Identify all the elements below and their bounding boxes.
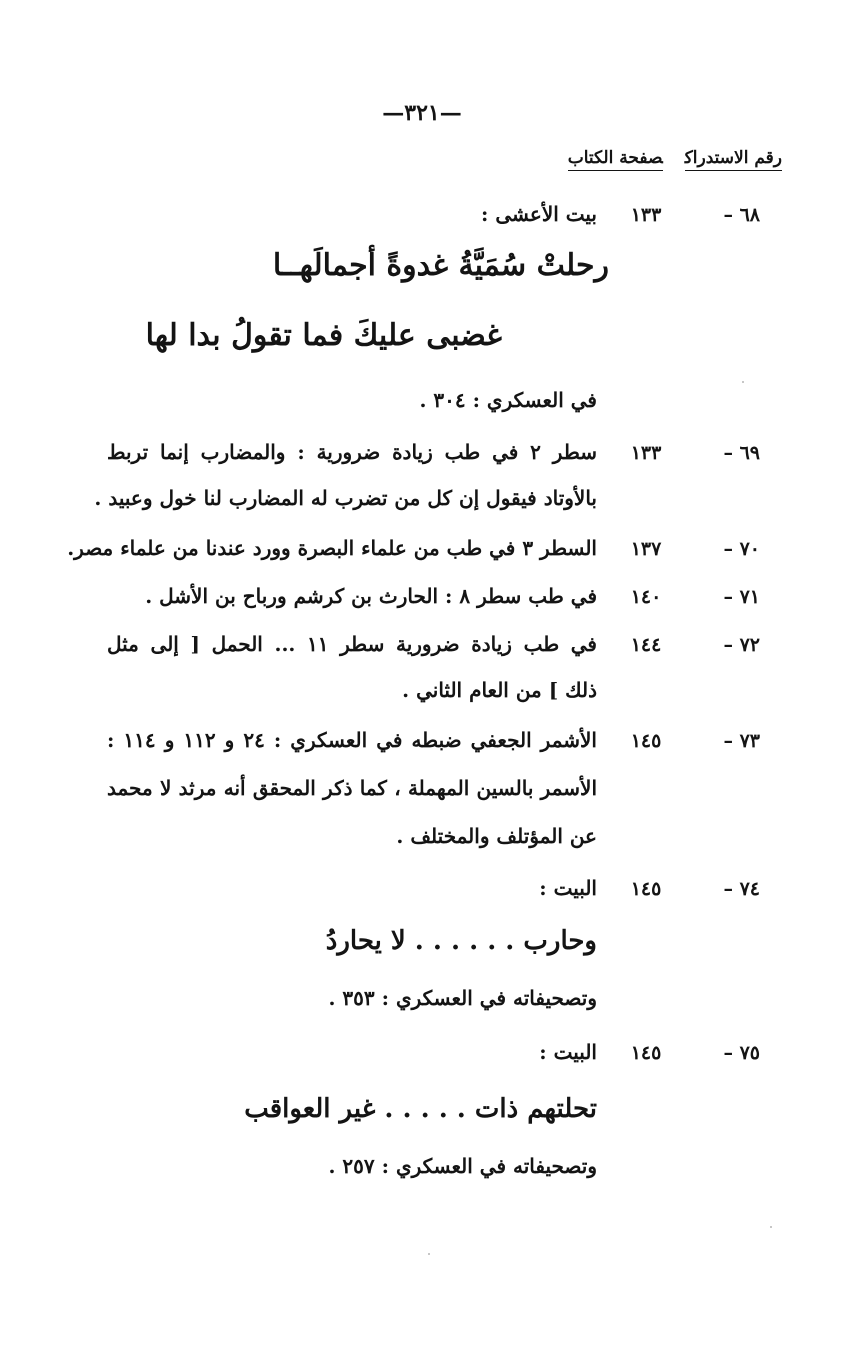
scan-speck xyxy=(770,1226,772,1228)
entry-number: ٧٤ – xyxy=(723,878,760,900)
entry-text-line: في طب زيادة ضرورية سطر ١١ ... الحمل [ إلى مثل xyxy=(107,632,597,656)
entry-text-line: بيت الأعشى : xyxy=(481,202,597,226)
entry-book-page: ١٤٥ xyxy=(630,878,662,900)
entry-text-line: سطر ٢ في طب زيادة ضرورية : والمضارب إنما تربط xyxy=(107,440,597,464)
entry-number: ٦٩ – xyxy=(723,442,760,464)
entry-text-line: في العسكري : ٣٠٤ . xyxy=(419,388,597,412)
entry-text-line: في طب سطر ٨ : الحارث بن كرشم ورباح بن الأشل . xyxy=(145,584,597,608)
entry-number: ٧٥ – xyxy=(723,1042,760,1064)
scan-speck xyxy=(742,381,744,383)
scan-speck xyxy=(428,1253,430,1255)
entry-number: ٦٨ – xyxy=(723,204,760,226)
entry-text-line: الأشمر الجعفي ضبطه في العسكري : ٢٤ و ١١٢ و ١١٤ : xyxy=(107,728,597,752)
verse-line: تحلتهم ذات . . . . . غير العواقب xyxy=(244,1094,597,1124)
entry-text-line: وتصحيفاته في العسكري : ٣٥٣ . xyxy=(328,986,597,1010)
page-number: —٣٢١— xyxy=(382,100,462,126)
entry-book-page: ١٣٣ xyxy=(630,204,662,226)
entry-book-page: ١٣٧ xyxy=(630,538,662,560)
entry-number: ٧٠ – xyxy=(723,538,760,560)
entry-text-line: ذلك ] من العام الثاني . xyxy=(402,678,597,702)
book-page-column-header: صفحة الكتاب xyxy=(568,148,663,171)
entry-text-line: البيت : xyxy=(539,1040,597,1064)
entry-number: ٧١ – xyxy=(723,586,760,608)
entry-book-page: ١٤٥ xyxy=(630,730,662,752)
entry-book-page: ١٤٠ xyxy=(630,586,662,608)
entry-number-column-header: رقم الاستدراك xyxy=(685,148,782,171)
entry-book-page: ١٣٣ xyxy=(630,442,662,464)
verse-line: وحارب . . . . . . لا يحاردُ xyxy=(325,926,597,956)
entry-text-line: الأسمر بالسين المهملة ، كما ذكر المحقق أنه مرثد لا محمد xyxy=(107,776,597,800)
column-headers xyxy=(546,148,782,168)
verse-line: غضبى عليكَ فما تقولُ بدا لها xyxy=(145,318,502,353)
entry-text-line: بالأوتاد فيقول إن كل من تضرب له المضارب لنا خول وعبيد . xyxy=(94,486,597,510)
entry-text-line: عن المؤتلف والمختلف . xyxy=(396,824,597,848)
entry-text-line: البيت : xyxy=(539,876,597,900)
entry-number: ٧٣ – xyxy=(723,730,760,752)
verse-line: رحلتْ سُمَيَّةُ غدوةً أجمالَهــا xyxy=(272,248,609,283)
entry-text-line: السطر ٣ في طب من علماء البصرة وورد عندنا من علماء مصر. xyxy=(67,536,597,560)
entry-book-page: ١٤٤ xyxy=(630,634,662,656)
entry-text-line: وتصحيفاته في العسكري : ٢٥٧ . xyxy=(328,1154,597,1178)
entry-book-page: ١٤٥ xyxy=(630,1042,662,1064)
entry-number: ٧٢ – xyxy=(723,634,760,656)
